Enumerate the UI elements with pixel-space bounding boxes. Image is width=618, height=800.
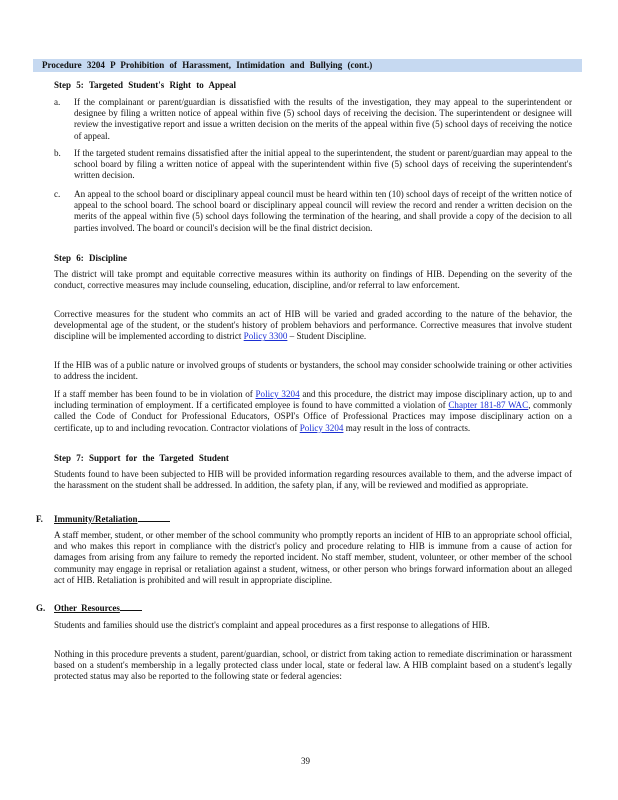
step7-heading: Step 7: Support for the Targeted Student xyxy=(54,453,229,463)
policy-3204-link-2[interactable]: Policy 3204 xyxy=(299,422,344,433)
step6-paragraph-4: If a staff member has been found to be in violation of Policy 3204 and this procedure, the district may impose disciplinary action, up to and including termination of employment. If a certificated employee is found to have committed a violation of Chapter 181-87 WAC, commonly called the Code of Conduct for Professional Educators, OSPI's Office of Professional Practices may impose disciplinary action on a certificate, up to and including revocation. Contractor violations of Policy 3204 may result in the loss of contracts. xyxy=(54,389,572,433)
step6-heading: Step 6: Discipline xyxy=(54,253,128,263)
step6-paragraph-2: Corrective measures for the student who commits an act of HIB will be varied and graded according to the nature of the behavior, the developmental age of the student, or the student's history of problem behaviors and performance. Corrective measures that involve student discipline will be implemented according to district Policy 3300 – Student Discipline. xyxy=(54,309,572,342)
section-f-title: Immunity/Retaliation xyxy=(54,514,170,524)
item-c-marker: c. xyxy=(54,189,61,199)
section-g-paragraph-1: Students and families should use the district's complaint and appeal procedures as a first response to allegations of HIB. xyxy=(54,620,490,630)
policy-3300-link[interactable]: Policy 3300 xyxy=(243,331,288,342)
step5-heading: Step 5: Targeted Student's Right to Appeal xyxy=(54,80,237,90)
item-b-text: If the targeted student remains dissatisfied after the initial appeal to the superintendent, the student or parent/guardian may appeal to the school board by filing a written notice of appeal with the superintendent within five (5) school days of receiving the superintendent's written decision. xyxy=(74,148,572,181)
item-a-marker: a. xyxy=(54,97,61,107)
item-b-marker: b. xyxy=(54,148,61,158)
section-g-paragraph-2: Nothing in this procedure prevents a student, parent/guardian, school, or district from taking action to remediate discrimination or harassment based on a student's membership in a legally protected class under local, state or federal law. A HIB complaint based on a student's legally protected status may also be reported to the following state or federal agencies: xyxy=(54,649,572,682)
item-a-text: If the complainant or parent/guardian is dissatisfied with the results of the investigation, they may appeal to the superintendent or designee by filing a written notice of appeal within five (5) school days of receiving the decision. The superintendent or designee will review the investigative report and issue a written decision on the merits of the appeal within five (5) school days of receiving the notice of appeal. xyxy=(74,97,572,141)
step6-paragraph-1: The district will take prompt and equitable corrective measures within its authority on findings of HIB. Depending on the severity of the conduct, corrective measures may include counseling, education, discipline, and/or referral to law enforcement. xyxy=(54,269,572,291)
step7-paragraph-1: Students found to have been subjected to HIB will be provided information regarding resources available to them, and the adverse impact of the harassment on the student shall be addressed. In addition, the safety plan, if any, will be reviewed and modified as appropriate. xyxy=(54,469,572,491)
policy-3204-link[interactable]: Policy 3204 xyxy=(255,389,300,399)
page-number: 39 xyxy=(301,756,310,766)
section-f-paragraph: A staff member, student, or other member of the school community who promptly reports an incident of HIB to an appropriate school official, and who makes this report in compliance with the district's policy and procedure relating to HIB is immune from a cause of action for damages from arising from any failure to remedy the reported incident. No staff member, student, volunteer, or other member of the school community may engage in reprisal or retaliation against a student, witness, or other person who brings forward information about an alleged act of HIB. Retaliation is prohibited and will result in appropriate discipline. xyxy=(54,530,572,585)
step6-paragraph-3: If the HIB was of a public nature or involved groups of students or bystanders, the school may consider schoolwide training or other activities to address the incident. xyxy=(54,360,572,382)
wac-chapter-link[interactable]: Chapter 181-87 WAC xyxy=(448,400,529,411)
section-g-letter: G. xyxy=(36,603,46,613)
item-c-text: An appeal to the school board or disciplinary appeal council must be heard within ten (10) school days of receipt of the written notice of appeal to the school board. The school board or disciplinary appeal council will review the record and render a written decision on the merits of the appeal within five (5) school days following the termination of the hearing, and shall provide a copy of the decision to all parties involved. The board or council's decision will be the final district decision. xyxy=(74,189,572,233)
section-f-letter: F. xyxy=(36,514,43,524)
section-g-title: Other Resources xyxy=(54,603,142,613)
section-header: Procedure 3204 P Prohibition of Harassment, Intimidation and Bullying (cont.) xyxy=(42,60,373,70)
